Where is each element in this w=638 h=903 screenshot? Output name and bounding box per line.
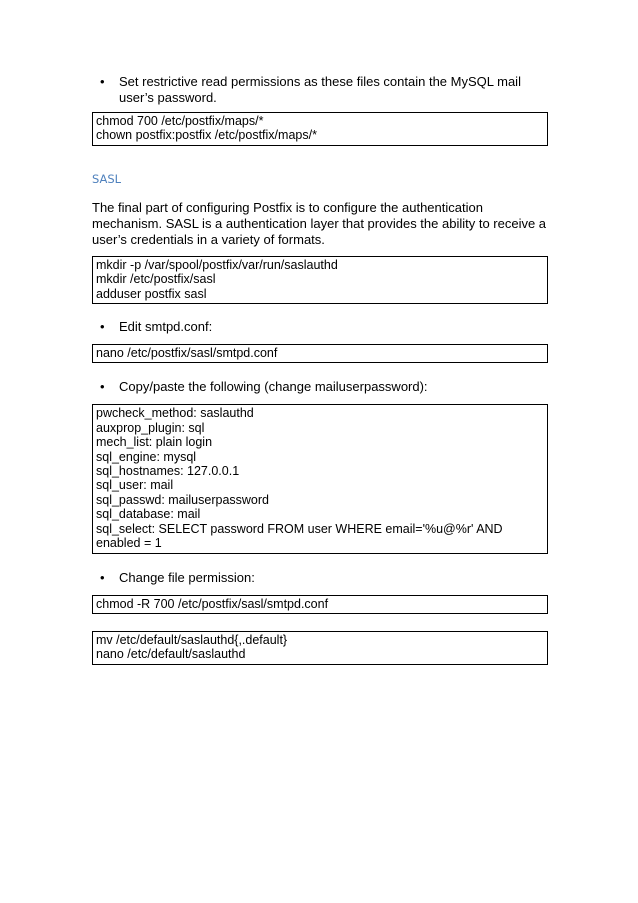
code-line: auxprop_plugin: sql <box>96 420 205 435</box>
bullet-dot-icon: • <box>100 319 105 335</box>
code-line: sql_select: SELECT password FROM user WHERE email='%u@%r' AND enabled = 1 <box>96 521 503 551</box>
code-line: nano /etc/postfix/sasl/smtpd.conf <box>96 346 278 361</box>
bullet-change-permission <box>92 570 548 586</box>
code-line: mv /etc/default/saslauthd{,.default} <box>96 632 288 647</box>
code-line: chmod 700 /etc/postfix/maps/* <box>96 114 264 128</box>
code-line: sql_passwd: mailuserpassword <box>96 492 269 507</box>
code-line: mkdir /etc/postfix/sasl <box>96 272 216 287</box>
bullet-edit-smtpd <box>92 319 548 335</box>
intro-paragraph: The final part of configuring Postfix is to configure the authentication mechanism. SASL is a authentication layer that provides the ability to receive a user’s credentials in a variety of formats. <box>92 199 547 247</box>
bullet-text: Set restrictive read permissions as these files contain the MySQL mail user’s password. <box>119 74 521 105</box>
code-line: mkdir -p /var/spool/postfix/var/run/saslauthd <box>96 257 338 272</box>
code-line: chown postfix:postfix /etc/postfix/maps/* <box>96 128 317 143</box>
code-line: mech_list: plain login <box>96 435 213 450</box>
bullet-text: Edit smtpd.conf: <box>119 319 213 335</box>
code-line: sql_user: mail <box>96 478 174 493</box>
bullet-dot-icon: • <box>100 74 105 89</box>
bullet-dot-icon: • <box>100 379 105 395</box>
code-block-smtpd-config <box>92 404 548 553</box>
code-line: adduser postfix sasl <box>96 286 207 301</box>
document-page <box>92 74 548 665</box>
code-line: sql_engine: mysql <box>96 449 197 464</box>
bullet-permissions <box>92 74 548 106</box>
bullet-text: Change file permission: <box>119 569 255 585</box>
code-block-chmod-maps <box>92 112 548 146</box>
code-block-mkdir <box>92 256 548 304</box>
bullet-dot-icon: • <box>100 569 105 585</box>
code-block-chmod-smtpd <box>92 595 548 614</box>
code-block-nano-smtpd <box>92 344 548 363</box>
section-heading-sasl: SASL <box>92 171 122 186</box>
code-line: nano /etc/default/saslauthd <box>96 647 246 662</box>
code-line: sql_hostnames: 127.0.0.1 <box>96 464 240 479</box>
code-line: sql_database: mail <box>96 507 201 522</box>
code-line: chmod -R 700 /etc/postfix/sasl/smtpd.conf <box>96 596 329 611</box>
bullet-copy-paste <box>92 379 548 395</box>
code-line: pwcheck_method: saslauthd <box>96 406 254 421</box>
code-block-saslauthd <box>92 631 548 665</box>
bullet-text: Copy/paste the following (change mailuserpassword): <box>119 379 428 395</box>
